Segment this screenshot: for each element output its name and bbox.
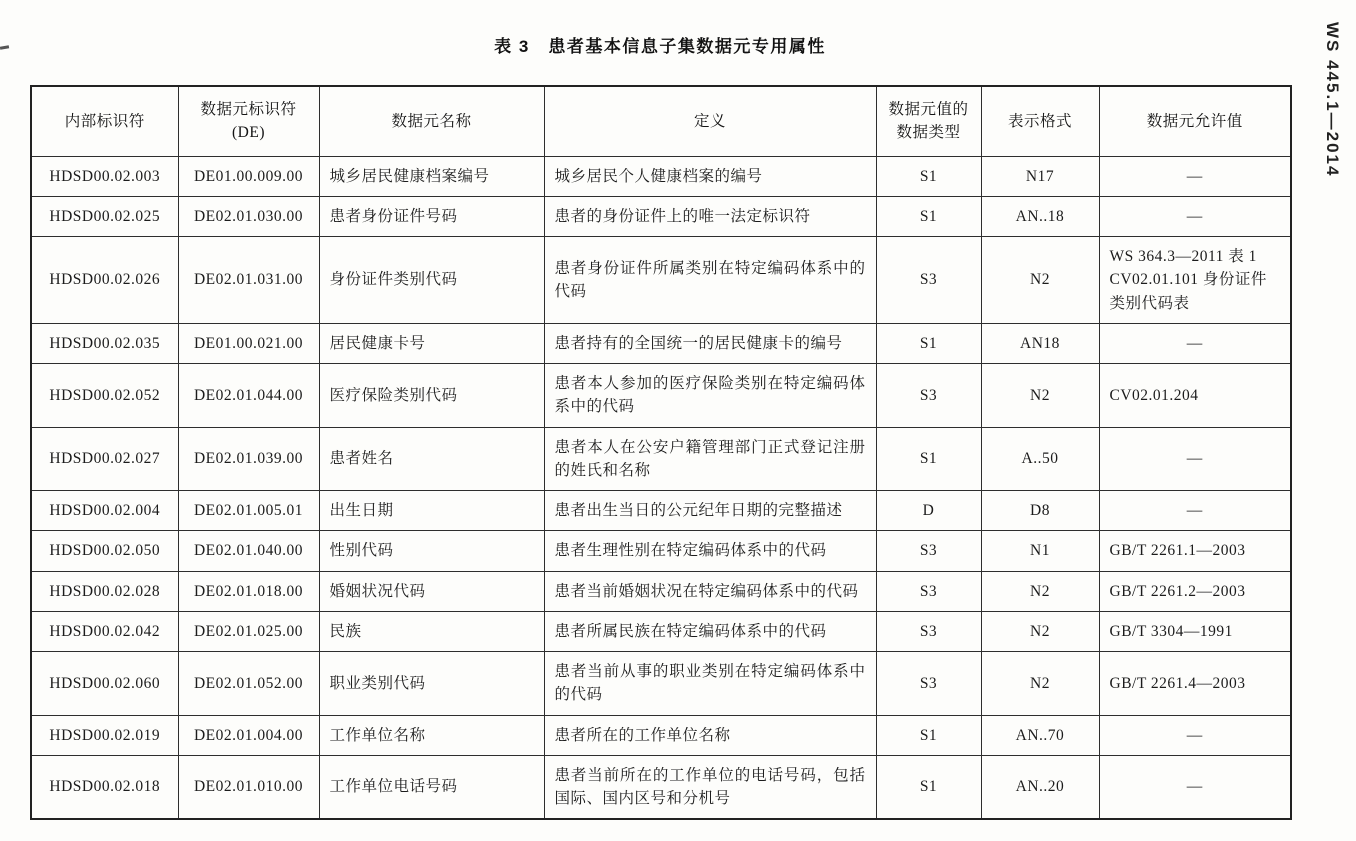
cell-allowed: — [1099,755,1291,819]
cell-definition: 患者出生当日的公元纪年日期的完整描述 [544,491,876,531]
header-definition: 定义 [544,86,876,156]
cell-definition: 患者当前所在的工作单位的电话号码，包括国际、国内区号和分机号 [544,755,876,819]
cell-internal-id: HDSD00.02.003 [31,156,178,196]
cell-internal-id: HDSD00.02.042 [31,611,178,651]
cell-internal-id: HDSD00.02.035 [31,323,178,363]
cell-datatype: S1 [876,755,981,819]
cell-name: 患者身份证件号码 [319,196,544,236]
cell-name: 工作单位名称 [319,715,544,755]
cell-allowed: — [1099,156,1291,196]
cell-definition: 患者生理性别在特定编码体系中的代码 [544,531,876,571]
cell-de-id: DE02.01.025.00 [178,611,319,651]
cell-name: 医疗保险类别代码 [319,364,544,428]
cell-allowed: GB/T 2261.4—2003 [1099,652,1291,716]
table-row [31,323,1291,363]
cell-de-id: DE02.01.010.00 [178,755,319,819]
cell-definition: 城乡居民个人健康档案的编号 [544,156,876,196]
header-datatype: 数据元值的数据类型 [876,86,981,156]
cell-allowed: GB/T 3304—1991 [1099,611,1291,651]
cell-format: N2 [981,364,1099,428]
cell-format: AN..20 [981,755,1099,819]
cell-name: 民族 [319,611,544,651]
cell-datatype: S3 [876,531,981,571]
cell-definition: 患者本人在公安户籍管理部门正式登记注册的姓氏和名称 [544,427,876,491]
cell-internal-id: HDSD00.02.050 [31,531,178,571]
header-de-id [178,86,319,156]
table-title: 表 3 患者基本信息子集数据元专用属性 [494,37,826,56]
cell-allowed: GB/T 2261.2—2003 [1099,571,1291,611]
data-elements-table [30,85,1292,820]
table-body [31,156,1291,819]
cell-datatype: S1 [876,196,981,236]
cell-de-id: DE02.01.004.00 [178,715,319,755]
cell-internal-id: HDSD00.02.027 [31,427,178,491]
cell-datatype: S3 [876,611,981,651]
cell-internal-id: HDSD00.02.025 [31,196,178,236]
cell-name: 居民健康卡号 [319,323,544,363]
cell-internal-id: HDSD00.02.004 [31,491,178,531]
header-de-id-line2: (DE) [232,124,265,142]
cell-definition: 患者所在的工作单位名称 [544,715,876,755]
cell-de-id: DE02.01.031.00 [178,237,319,324]
cell-de-id: DE02.01.039.00 [178,427,319,491]
table-row [31,364,1291,428]
header-name: 数据元名称 [319,86,544,156]
standard-number-vertical: WS 445.1—2014 [1323,22,1342,178]
cell-name: 城乡居民健康档案编号 [319,156,544,196]
cell-format: N2 [981,571,1099,611]
cell-datatype: S3 [876,571,981,611]
cell-internal-id: HDSD00.02.060 [31,652,178,716]
cell-internal-id: HDSD00.02.019 [31,715,178,755]
cell-definition: 患者本人参加的医疗保险类别在特定编码体系中的代码 [544,364,876,428]
cell-de-id: DE02.01.030.00 [178,196,319,236]
cell-de-id: DE02.01.040.00 [178,531,319,571]
cell-format: N1 [981,531,1099,571]
cell-allowed: GB/T 2261.1—2003 [1099,531,1291,571]
cell-definition: 患者持有的全国统一的居民健康卡的编号 [544,323,876,363]
table-row [31,196,1291,236]
table-row [31,652,1291,716]
cell-allowed: — [1099,491,1291,531]
cell-format: N2 [981,652,1099,716]
cell-format: A..50 [981,427,1099,491]
cell-de-id: DE01.00.009.00 [178,156,319,196]
table-row [31,156,1291,196]
cell-datatype: S3 [876,237,981,324]
table-row [31,491,1291,531]
cell-name: 身份证件类别代码 [319,237,544,324]
cell-format: AN..70 [981,715,1099,755]
cell-format: D8 [981,491,1099,531]
table-row [31,715,1291,755]
cell-name: 性别代码 [319,531,544,571]
cell-allowed: — [1099,715,1291,755]
table-row [31,755,1291,819]
cell-allowed: CV02.01.204 [1099,364,1291,428]
cell-name: 患者姓名 [319,427,544,491]
cell-de-id: DE02.01.052.00 [178,652,319,716]
cell-name: 职业类别代码 [319,652,544,716]
header-de-id-line1: 数据元标识符 [200,101,297,118]
cell-de-id: DE02.01.044.00 [178,364,319,428]
cell-format: N2 [981,237,1099,324]
cell-internal-id: HDSD00.02.026 [31,237,178,324]
cell-datatype: D [876,491,981,531]
cell-name: 工作单位电话号码 [319,755,544,819]
cell-definition: 患者身份证件所属类别在特定编码体系中的代码 [544,237,876,324]
cell-format: AN..18 [981,196,1099,236]
cell-datatype: S1 [876,156,981,196]
cell-datatype: S1 [876,715,981,755]
cell-allowed: — [1099,323,1291,363]
table-row [31,611,1291,651]
header-internal-id: 内部标识符 [31,86,178,156]
cell-datatype: S3 [876,652,981,716]
cell-format: AN18 [981,323,1099,363]
cell-datatype: S1 [876,427,981,491]
header-allowed: 数据元允许值 [1099,86,1291,156]
header-format: 表示格式 [981,86,1099,156]
cell-definition: 患者当前婚姻状况在特定编码体系中的代码 [544,571,876,611]
cell-de-id: DE02.01.018.00 [178,571,319,611]
table-row [31,237,1291,324]
cell-name: 婚姻状况代码 [319,571,544,611]
cell-allowed: — [1099,427,1291,491]
cell-definition: 患者所属民族在特定编码体系中的代码 [544,611,876,651]
cell-name: 出生日期 [319,491,544,531]
cell-allowed: — [1099,196,1291,236]
header-row [31,86,1291,156]
cell-internal-id: HDSD00.02.018 [31,755,178,819]
cell-format: N2 [981,611,1099,651]
cell-definition: 患者当前从事的职业类别在特定编码体系中的代码 [544,652,876,716]
table-row [31,427,1291,491]
cell-datatype: S3 [876,364,981,428]
table-row [31,571,1291,611]
cell-de-id: DE01.00.021.00 [178,323,319,363]
scan-artifact [0,45,9,50]
cell-allowed: WS 364.3—2011 表 1 CV02.01.101 身份证件类别代码表 [1099,237,1291,324]
cell-format: N17 [981,156,1099,196]
cell-datatype: S1 [876,323,981,363]
cell-internal-id: HDSD00.02.052 [31,364,178,428]
table-row [31,531,1291,571]
cell-de-id: DE02.01.005.01 [178,491,319,531]
cell-internal-id: HDSD00.02.028 [31,571,178,611]
cell-definition: 患者的身份证件上的唯一法定标识符 [544,196,876,236]
